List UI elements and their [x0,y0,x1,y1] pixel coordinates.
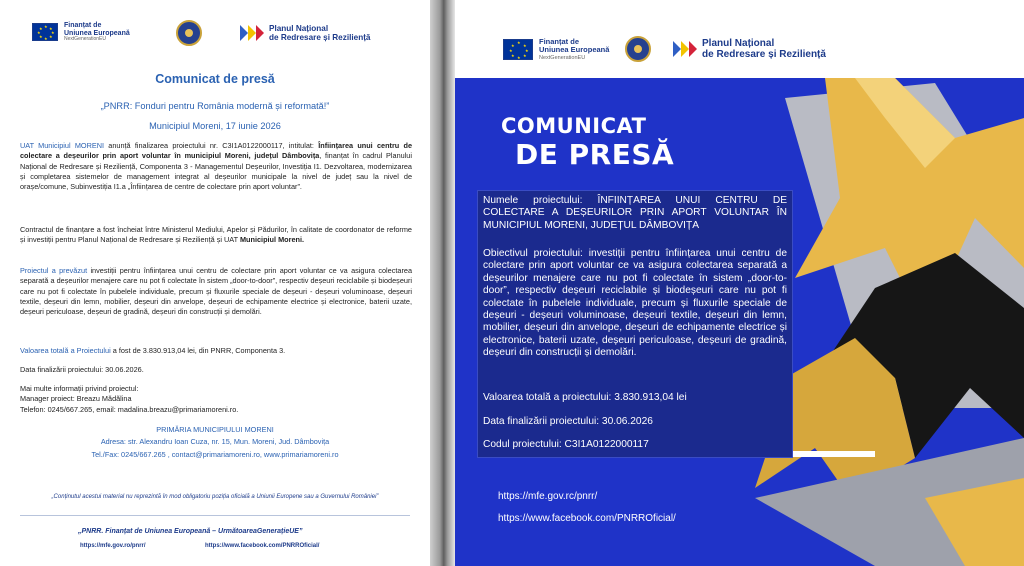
p3-lead: Proiectul a prevăzut [20,266,88,275]
poster-title-line2: DE PRESĂ [515,138,675,171]
paragraph-project-announcement [20,141,412,192]
poster-background [455,78,1024,566]
city-hall-address: Adresa: str. Alexandru Ioan Cuza, nr. 15, Mun. Moreni, Jud. Dâmbovița [100,437,330,446]
footer-title: „PNRR. Finanțat de Uniunea Europeană – UrmătoareaGenerațieUE” [78,528,303,535]
government-seal-icon [176,20,202,46]
project-name-text: Numele proiectului: ÎNFIINȚAREA UNUI CENTRU DE COLECTARE A DEȘEURILOR PRIN APORT VOLUNTAR ÎN MUNICIPIUL MORENI, JUDEȚUL DÂMBOVIȚA [483,195,787,231]
p2-text: Contractul de finanțare a fost încheiat între Ministerul Mediului, Apelor și Pădurilor, în calitate de coordonator de reforme și investiții pentru Planul Național de Redresare și Reziliență și UAT [20,225,412,245]
footer-divider [20,515,410,516]
poster-pnrr-logo [673,38,826,60]
paragraph-financing-contract [20,225,412,246]
poster-eu-logo-line2: Uniunea Europeană [539,45,610,55]
p4-lead: Valoarea totală a Proiectului [20,346,111,355]
poster-eu-logo-line1: Finanțat de [539,37,580,46]
poster-eu-flag-icon: ★ ★ ★ ★ ★ ★ ★ ★ [503,39,533,60]
document-subtitle: „PNRR: Fonduri pentru România modernă și reformată!” [100,101,330,111]
p1-project-title: Înființarea unui centru de colectare a deșeurilor prin aport voluntar în municipiul Moreni, județul Dâmbovița [20,141,413,161]
paragraph-contact-info [20,384,412,415]
poster-link-mfe[interactable]: https://mfe.gov.rc/pnrr/ [498,491,598,502]
eu-logo-line1: Finanțat de [64,22,102,29]
manager-contact: Telefon: 0245/667.265, email: madalina.breazu@primariamoreni.ro. [20,404,239,414]
eu-logo-line2: Uniunea Europeană [64,29,130,37]
eu-flag-icon: ★ ★ ★ ★ ★ ★ ★ ★ [32,23,58,41]
poster-pnrr-logo-line1: Planul Național [702,38,775,49]
footer-link-facebook[interactable]: https://www.facebook.com/PNRROficial/ [205,543,320,549]
city-hall-contact: Tel./Fax: 0245/667.265 , contact@primariamoreni.ro, www.primariamoreni.ro [91,450,339,459]
p4-text: a fost de 3.830.913,04 lei, din PNRR, Componenta 3. [110,346,286,355]
paragraph-project-description [20,266,412,317]
eu-logo [32,22,130,43]
press-release-poster [455,0,1024,566]
project-value-text: Valoarea totală a proiectului: 3.830.913,04 lei [483,392,687,403]
poster-link-facebook[interactable]: https://www.facebook.com/PNRROficial/ [498,513,676,524]
project-code-text: Codul proiectului: C3I1A0122000117 [483,439,649,450]
p2-bold: Municipiul Moreni. [239,235,305,245]
project-date-text: Data finalizării proiectului: 30.06.2026 [483,416,653,427]
manager-name: Manager proiect: Breazu Mădălina [20,394,132,404]
p6-line1: Mai multe informații privind proiectul: [20,384,139,393]
document-title: Comunicat de presă [155,72,275,86]
romania-flag-icon [240,25,264,41]
paragraph-total-value [20,346,412,356]
poster-eu-logo-line3: NextGenerationEU [539,54,586,61]
poster-eu-logo [503,38,609,61]
pnrr-logo [240,24,370,42]
press-release-document [0,0,430,566]
place-date: Municipiul Moreni, 17 iunie 2026 [149,121,281,131]
poster-government-seal-icon [625,36,651,62]
pnrr-logo-line1: Planul Național [269,24,329,33]
uat-name: UAT Municipiul MORENI [20,141,105,150]
page-fold-divider [430,0,455,566]
p1-text2: , finanțat în cadrul Planului Național de Redresare și Reziliență, Componenta 3 - Managementul Deșeurilor, Investiția I1. Dezvoltarea, modernizarea și completarea sistemelor de management integrat al deșeurilor municipale la nivel de județ sau la nivel de orașe/comune, Subinvestiția I1.a „Înființarea de centre de colectare prin aport voluntar”. [20,151,412,192]
footer-link-mfe[interactable]: https://mfe.gov.ro/pnrr/ [80,543,146,549]
city-hall-name: PRIMĂRIA MUNICIPIULUI MORENI [156,425,274,434]
project-objective-text: Obiectivul proiectului: investiții pentru înființarea unui centru de colectare prin aport voluntar ce va asigura colectarea separată a deșeurilor menajere care nu pot fi colectate în sistem „door-to-door”, respectiv deșeuri reciclabile și biodeșeuri care nu pot fi colectate în pubelele individuale, precum și fluxurile speciale de deșeuri - deșeuri voluminoase, deșeuri textile, deșeuri din lemn, mobilier, deșeuri din anvelope, deșeuri de echipamente electrice și electronice, baterii uzate, deșeuri periculoase, deșeuri de gradină, deșeuri din construcții și demolări. [483,248,787,359]
poster-pnrr-logo-line2: de Redresare și Reziliență [702,49,826,60]
poster-title-line1: COMUNICAT [501,114,647,138]
poster-romania-flag-icon [673,41,697,57]
eu-logo-line3: NextGenerationEU [64,36,106,43]
p3-text: investiții pentru înființarea unui centru de colectare prin aport voluntar ce va asigura colectarea separată a deșeurilor menajere care nu pot fi colectate în sistem „door-to-door”, respectiv deșeuri reciclabile și biodeșeuri care nu pot fi colectate în pubelele individuale, precum și fluxurile speciale de deșeuri - deșeuri voluminoase, deșeuri textile, deșeuri din lemn, mobilier, deșeuri din anvelope, deșeuri de echipamente electrice și electronice, baterii uzate, deșeuri periculoase, deșeuri de gradină, deșeuri din construcții și demolări. [20,266,413,317]
pnrr-logo-line2: de Redresare și Reziliență [269,33,371,43]
p1-text1: anunță finalizarea proiectului nr. C3I1A0122000117, intitulat: [104,141,319,150]
disclaimer: „Conținutul acestui material nu reprezintă în mod obligatoriu poziția oficială a Uniunii Europene sau a Guvernului României” [51,494,379,500]
paragraph-completion-date: Data finalizării proiectului: 30.06.2026. [20,365,144,374]
